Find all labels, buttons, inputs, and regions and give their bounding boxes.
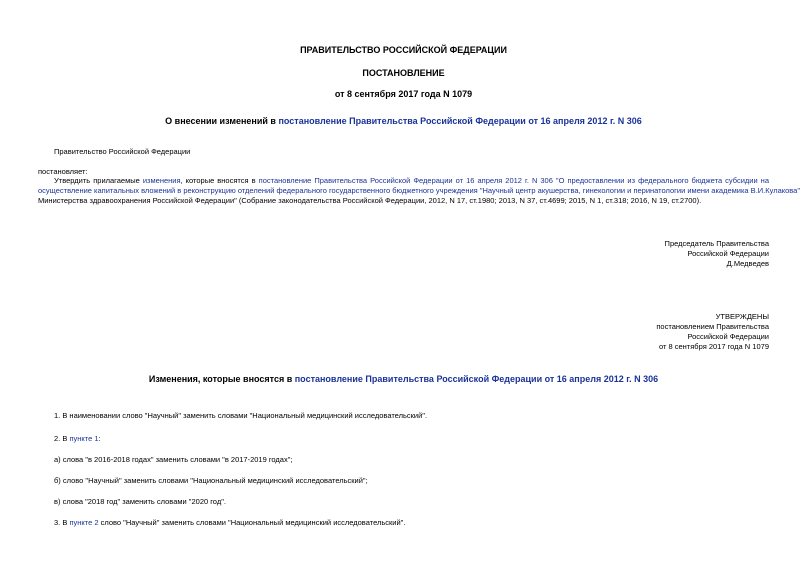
paragraph-text: , которые вносятся в [180, 176, 259, 185]
changes-decree-306-link[interactable]: постановление Правительства Российской Федерации от 16 апреля 2012 г. N 306 [294, 374, 659, 384]
change-item-3-suffix: слово "Научный" заменить словами "Национальный медицинский исследовательский". [98, 518, 406, 527]
decree-306-inline-link[interactable]: постановление Правительства Российской Федерации от 16 апреля 2012 г. N 306 "О предоставлении из федерального бюджета субсидии на [258, 176, 769, 185]
change-item-2b: б) слово "Научный" заменить словами "Национальный медицинский исследовательский"; [54, 476, 368, 485]
approval-line-1: УТВЕРЖДЕНЫ [715, 312, 769, 321]
decrees-word: постановляет: [38, 167, 88, 176]
approval-line-2: постановлением Правительства [656, 322, 769, 331]
document-type: ПОСТАНОВЛЕНИЕ [362, 68, 445, 78]
change-item-1: 1. В наименовании слово "Научный" заменить словами "Национальный медицинский исследовательский". [54, 411, 428, 420]
decree-306-link[interactable]: постановление Правительства Российской Федерации от 16 апреля 2012 г. N 306 [278, 116, 642, 126]
change-item-2-prefix: 2. В [54, 434, 70, 443]
government-heading: ПРАВИТЕЛЬСТВО РОССИЙСКОЙ ФЕДЕРАЦИИ [300, 45, 507, 55]
point-1-link[interactable]: пункте 1 [69, 434, 99, 443]
change-item-2a: а) слова "в 2016-2018 годах" заменить словами "в 2017-2019 годах"; [54, 455, 293, 464]
change-item-3 [54, 518, 405, 527]
document-title [0, 116, 807, 127]
signature-name: Д.Медведев [726, 259, 769, 268]
paragraph-line-1 [38, 176, 769, 185]
change-item-2 [54, 434, 101, 443]
document-date-number: от 8 сентября 2017 года N 1079 [334, 89, 473, 99]
paragraph-line-2[interactable]: осуществление капитальных вложений в реконструкцию отделений федерального государственного бюджетного учреждения "Научный центр акушерства, гинекологии и перинатологии имени академика В.И.Кулакова" [38, 186, 801, 195]
change-item-2c: в) слова "2018 год" заменить словами "2020 год". [54, 497, 226, 506]
issuer: Правительство Российской Федерации [54, 147, 191, 156]
approval-line-3: Российской Федерации [687, 332, 769, 341]
changes-title [0, 374, 807, 385]
changes-link[interactable]: изменения [142, 176, 181, 185]
change-item-3-prefix: 3. В [54, 518, 70, 527]
approval-line-4: от 8 сентября 2017 года N 1079 [658, 342, 769, 351]
paragraph-line-3: Министерства здравоохранения Российской Федерации" (Собрание законодательства Российской Федерации, 2012, N 17, ст.1980; 2013, N 37, ст.4699; 2015, N 1, ст.318; 2016, N 19, ст.2700). [38, 196, 702, 205]
changes-title-prefix: Изменения, которые вносятся в [148, 374, 295, 384]
point-2-link[interactable]: пункте 2 [69, 518, 99, 527]
signature-position-1: Председатель Правительства [664, 239, 769, 248]
change-item-2-suffix: : [98, 434, 101, 443]
document-title-prefix: О внесении изменений в [165, 116, 279, 126]
paragraph-text: Утвердить прилагаемые [54, 176, 143, 185]
signature-position-2: Российской Федерации [687, 249, 769, 258]
